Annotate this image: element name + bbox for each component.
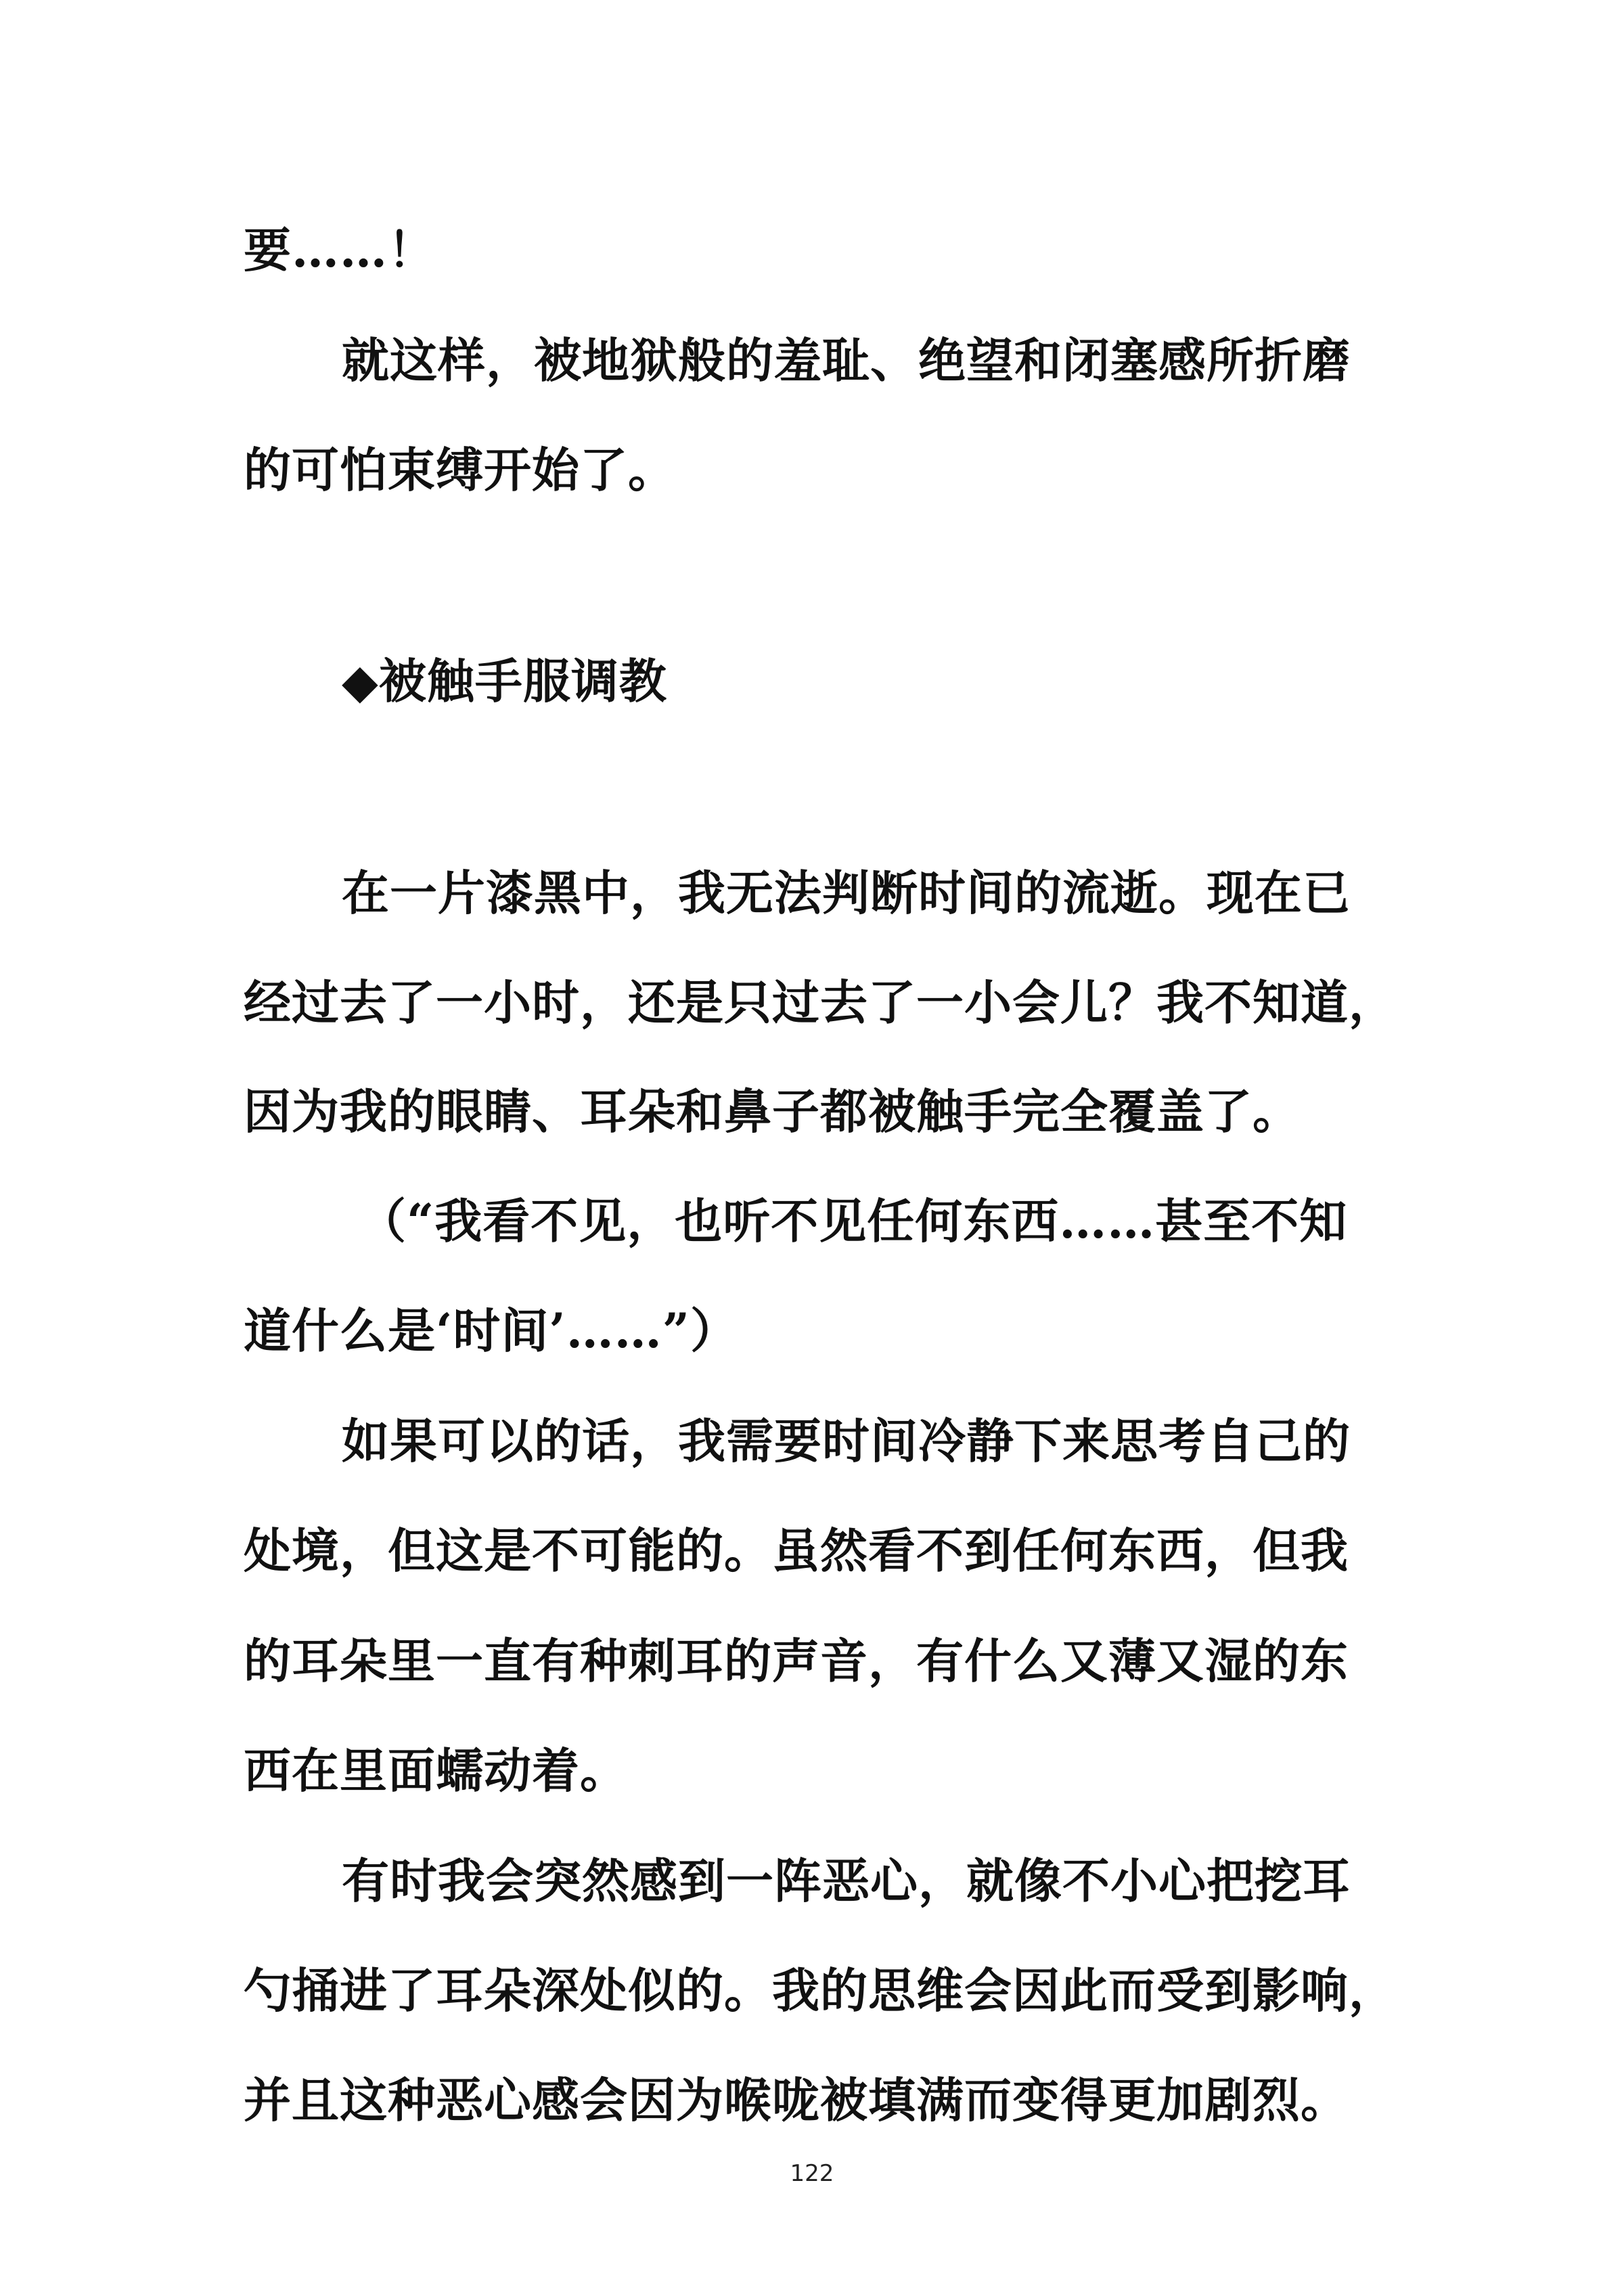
text-line-7: 因为我的眼睛、耳朵和鼻子都被触手完全覆盖了。	[244, 1083, 1301, 1140]
text-line-2: 就这样，被地狱般的羞耻、绝望和闭塞感所折磨	[342, 332, 1351, 388]
text-line-8: （“我看不见，也听不见任何东西……甚至不知	[359, 1193, 1348, 1249]
text-line-12: 的耳朵里一直有种刺耳的声音，有什么又薄又湿的东	[244, 1633, 1349, 1689]
text-line-15: 勺捅进了耳朵深处似的。我的思维会因此而受到影响，	[244, 1962, 1397, 2019]
section-heading: ◆被触手服调教	[342, 653, 667, 709]
page-number: 122	[790, 2160, 834, 2187]
text-line-1: 要……！	[244, 222, 436, 278]
text-line-14: 有时我会突然感到一阵恶心，就像不小心把挖耳	[342, 1853, 1351, 1909]
text-line-5: 在一片漆黑中，我无法判断时间的流逝。现在已	[342, 865, 1351, 921]
text-line-3: 的可怕束缚开始了。	[244, 442, 676, 498]
text-line-13: 西在里面蠕动着。	[244, 1742, 628, 1799]
text-line-6: 经过去了一小时，还是只过去了一小会儿？我不知道，	[244, 974, 1397, 1031]
text-line-16: 并且这种恶心感会因为喉咙被填满而变得更加剧烈。	[244, 2072, 1349, 2128]
text-line-10: 如果可以的话，我需要时间冷静下来思考自己的	[342, 1413, 1351, 1469]
text-line-11: 处境，但这是不可能的。虽然看不到任何东西，但我	[244, 1523, 1349, 1579]
text-line-9: 道什么是‘时间’……”）	[244, 1303, 739, 1359]
